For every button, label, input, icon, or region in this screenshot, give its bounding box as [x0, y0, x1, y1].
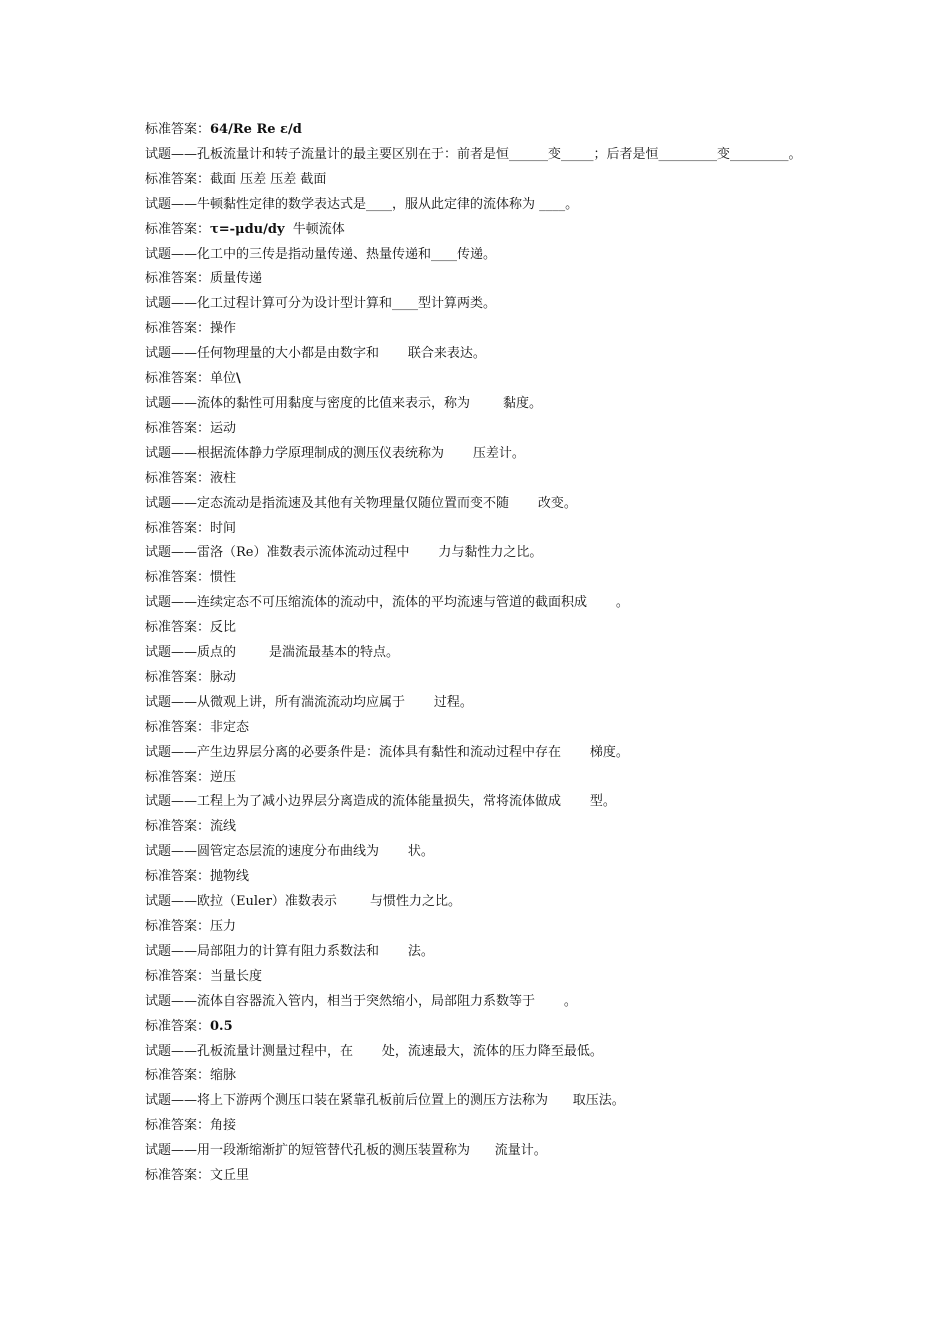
answer-prefix: 标准答案：: [145, 1068, 211, 1084]
answer-prefix: 标准答案：: [145, 1018, 211, 1034]
answer-suffix: 牛顿流体: [284, 221, 345, 237]
answer-prefix: 标准答案：: [145, 719, 211, 735]
answer-line: [145, 118, 815, 143]
answer-prefix: 标准答案：: [145, 869, 211, 885]
answer-prefix: 标准答案：: [145, 520, 211, 536]
answer-line: [145, 616, 815, 641]
answer-line: [145, 467, 815, 492]
answer-line: [145, 317, 815, 342]
answer-prefix: 标准答案：: [145, 420, 211, 436]
question-line: 试题——流体的黏性可用黏度与密度的比值来表示，称为 黏度。: [145, 395, 543, 411]
answer-prefix: 标准答案：: [145, 321, 211, 337]
question-line: 试题——连续定态不可压缩流体的流动中，流体的平均流速与管道的截面积成 。: [145, 595, 629, 611]
qa-list: [145, 118, 815, 1189]
answer-value: 液柱: [210, 470, 237, 486]
question-line: 试题——定态流动是指流速及其他有关物理量仅随位置而变不随 改变。: [145, 495, 577, 511]
question-line: 试题——根据流体静力学原理制成的测压仪表统称为 压差计。: [145, 445, 525, 461]
answer-line: [145, 766, 815, 791]
answer-prefix: 标准答案：: [145, 1118, 211, 1134]
answer-line: [145, 1114, 815, 1139]
answer-value: 质量传递: [210, 271, 263, 287]
answer-prefix: 标准答案：: [145, 221, 211, 237]
answer-line: [145, 218, 815, 243]
question-line: 试题——质点的 是湍流最基本的特点。: [145, 645, 400, 661]
question-line: 试题——任何物理量的大小都是由数字和 联合来表达。: [145, 346, 486, 362]
question-line: 试题——局部阻力的计算有阻力系数法和 法。: [145, 943, 434, 959]
answer-prefix: 标准答案：: [145, 919, 211, 934]
question-line: 试题——孔板流量计测量过程中，在 处，流速最大，流体的压力降至最低。: [145, 1043, 603, 1059]
answer-prefix: 标准答案：: [145, 1168, 211, 1184]
answer-value: 逆压: [210, 769, 237, 785]
question-line: 试题——欧拉（Euler）准数表示 与惯性力之比。: [145, 894, 461, 910]
question-line: 试题——产生边界层分离的必要条件是：流体具有黏性和流动过程中存在 梯度。: [145, 744, 629, 760]
question-line: 试题——用一段渐缩渐扩的短管替代孔板的测压装置称为 流量计。: [145, 1143, 547, 1159]
answer-prefix: 标准答案：: [145, 122, 211, 137]
answer-line: [145, 1064, 815, 1089]
answer-value: 文丘里: [210, 1168, 250, 1184]
answer-prefix: 标准答案：: [145, 669, 211, 685]
answer-value: 抛物线: [210, 869, 250, 885]
answer-prefix: 标准答案：: [145, 271, 211, 287]
question-line: 试题——化工过程计算可分为设计型计算和____型计算两类。: [145, 296, 497, 312]
answer-prefix: 标准答案：: [145, 620, 211, 636]
answer-prefix: 标准答案：: [145, 769, 211, 785]
answer-line: [145, 815, 815, 840]
answer-value: 惯性: [210, 570, 237, 586]
answer-line: [145, 915, 815, 940]
answer-prefix: 标准答案：: [145, 171, 211, 187]
answer-line: [145, 1164, 815, 1189]
answer-line: [145, 367, 815, 392]
answer-line: [145, 168, 815, 193]
answer-line: [145, 666, 815, 691]
answer-prefix: 标准答案：: [145, 819, 211, 835]
answer-line: [145, 517, 815, 542]
answer-prefix: 标准答案：: [145, 371, 211, 387]
answer-value: 截面 压差 压差 截面: [210, 171, 327, 187]
question-line: 试题——将上下游两个测压口装在紧靠孔板前后位置上的测压方法称为 取压法。: [145, 1093, 625, 1109]
question-line: 试题——化工中的三传是指动量传递、热量传递和____传递。: [145, 246, 497, 262]
answer-value: 缩脉: [210, 1068, 237, 1084]
question-line: 试题——流体自容器流入管内，相当于突然缩小，局部阻力系数等于 。: [145, 993, 577, 1009]
answer-prefix: 标准答案：: [145, 968, 211, 984]
answer-value: 反比: [210, 620, 237, 636]
question-line: 试题——雷洛（Re）准数表示流体流动过程中 力与黏性力之比。: [145, 545, 543, 561]
answer-suffix: \: [236, 371, 241, 387]
answer-line: [145, 716, 815, 741]
answer-value: 流线: [210, 819, 237, 835]
answer-value: 单位: [210, 371, 237, 387]
answer-prefix: 标准答案：: [145, 470, 211, 486]
answer-line: [145, 267, 815, 292]
question-line: 试题——工程上为了减小边界层分离造成的流体能量损失，常将流体做成 型。: [145, 794, 616, 810]
answer-line: [145, 566, 815, 591]
answer-value: 当量长度: [210, 968, 263, 984]
answer-line: [145, 1015, 815, 1040]
question-line: 试题——孔板流量计和转子流量计的最主要区别在于：前者是恒______变_____；后者是恒_________变_________。: [145, 146, 802, 162]
answer-value: τ=-μdu/dy: [210, 221, 285, 237]
answer-value: 64/Re Re ε/d: [210, 122, 302, 137]
answer-line: [145, 417, 815, 442]
answer-value: 运动: [210, 420, 237, 436]
answer-value: 非定态: [210, 719, 250, 735]
answer-line: [145, 865, 815, 890]
answer-value: 操作: [210, 321, 237, 337]
answer-value: 脉动: [210, 669, 237, 685]
answer-prefix: 标准答案：: [145, 570, 211, 586]
question-line: 试题——从微观上讲，所有湍流流动均应属于 过程。: [145, 694, 473, 710]
answer-value: 0.5: [210, 1018, 233, 1034]
answer-line: [145, 965, 815, 990]
answer-value: 时间: [210, 520, 237, 536]
answer-value: 压力: [210, 919, 237, 934]
question-line: 试题——牛顿黏性定律的数学表达式是____，服从此定律的流体称为 ____。: [145, 196, 579, 212]
answer-value: 角接: [210, 1118, 237, 1134]
question-line: 试题——圆管定态层流的速度分布曲线为 状。: [145, 844, 434, 860]
